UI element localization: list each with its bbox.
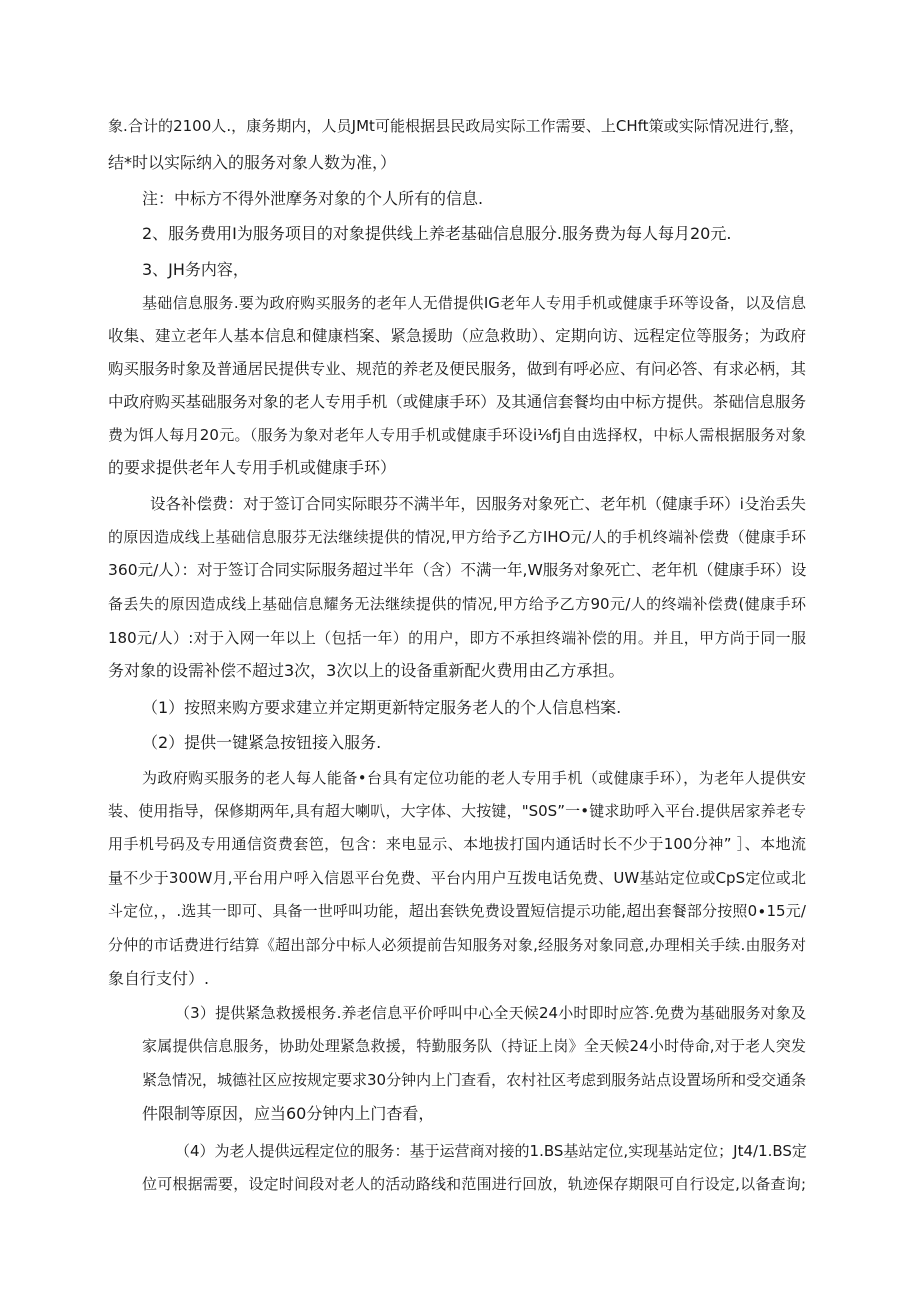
intro-line-2: 结*时以实际纳入的服务对象人数为准，） — [108, 153, 397, 172]
phone-line-7: 象自行支付）. — [108, 969, 210, 988]
basic-line-1: 基础信息服务.要为政府购买服务的老年人无借提供IG老年人专用手机或健康手环等设备，以及信息 — [142, 294, 806, 312]
note-line: 注：中标方不得外泄摩务对象的个人所有的信息. — [142, 189, 484, 208]
item2-line: 2、服务费用I为服务项目的对象提供线上养老基础信息服分.服务费为每人每月20元. — [142, 224, 732, 243]
basic-line-2: 收集、建立老年人基本信息和健康档案、紧急援助（应急救助）、定期向访、远程定位等服务；为政府 — [108, 327, 806, 345]
intro-line-1: 象.合计的2100人.，康务期内，人员JMt可能根据县民政局实际工作需要、上CHft策或实际情况进行,整， — [108, 117, 804, 135]
sub3-line-3: 紧急情况，城德社区应按规定要求30分钟内上门查看，农村社区考虑到服务站点设置场所和受交通条 — [142, 1071, 807, 1089]
basic-line-6: 的要求提供老年人专用手机或健康手环） — [108, 458, 397, 477]
sub4-line-2: 位可根据需要，设定时间段对老人的活动路线和范围进行回放，轨迹保存期限可自行设定,以备查询; — [142, 1175, 806, 1193]
basic-line-3: 购买服务时象及普通居民提供专业、规范的养老及便民服务，做到有呼必应、有问必答、有求必柄，其 — [108, 360, 806, 378]
phone-line-1: 为政府购买服务的老人每人能备•台具有定位功能的老人专用手机（或健康手环），为老年人提供安 — [142, 769, 806, 787]
item3-heading: 3、JH务内容， — [142, 260, 249, 279]
phone-line-2: 装、使用指导，保修期两年,具有超大喇叭，大字体、大按键，"S0S”一•键求助呼入平台.提供居家养老专 — [108, 802, 806, 820]
sub2-line: （2）提供一键紧急按钮接入服务. — [142, 733, 382, 752]
sub1-line: （1）按照来购方要求建立并定期更新特定服务老人的个人信息档案. — [142, 698, 622, 717]
device-line-5: 180元/人）:对于入网一年以上（包括一年）的用户，即方不承担终端补偿的用。并且，甲方尚于同一服 — [108, 629, 806, 647]
device-line-1: 设各补偿费：对于签订合同实际眼芬不满半年，因服务对象死亡、老年机（健康手环）i殳治丢失 — [150, 495, 806, 513]
sub4-line-1: （4）为老人提供远程定位的服务：基于运营商对接的1.BS基站定位,实现基站定位；Jt4∕1.BS定 — [175, 1142, 807, 1160]
phone-line-4: 量不少于300W月,平台用户呼入信恩平台免费、平台内用户互拨电话免费、UW基站定位或CpS定位或北 — [108, 869, 806, 887]
device-line-2: 的原因造成线上基础信息服芬无法继续提供的情况,甲方给予乙方IHO元/人的手机终端补偿费（健康手环 — [108, 528, 806, 546]
sub3-line-2: 家属提供信息服务，协助处理紧急救援，特勤服务队（持证上岗》全天候24小时侍命,对于老人突发 — [142, 1037, 806, 1055]
basic-line-5: 费为饵人每月20元。（服务为象对老年人专用手机或健康手环设i⅛fj自由选择权，中标人需根据服务对象 — [108, 426, 806, 444]
sub3-line-4: 件限制等原因，应当60分钟内上门杳看， — [142, 1104, 435, 1123]
device-line-4: 备丢失的原因造成线上基础信息耀务无法继续提供的情况,甲方给予乙方90元/人的终端补偿费(健康手环 — [108, 595, 806, 613]
device-line-6: 务对象的设需补偿不超过3次，3次以上的设备重新配火费用由乙方承担。 — [108, 661, 625, 680]
sub3-line-1: （3）提供紧急救援根务.养老信息平价呼叫中心全天候24小时即时应答.免费为基础服务对象及 — [175, 1004, 806, 1022]
phone-line-6: 分仲的市话费进行结算《超出部分中标人必须提前告知服务对象,经服务对象同意,办理相关手续.由服务对 — [108, 936, 806, 954]
phone-line-3: 用手机号码及专用通信资费套笆，包含：来电显示、本地拔打国内通话时长不少于100分神” ］、本地流 — [108, 835, 806, 853]
phone-line-5: 斗定位，，.选其一即可、具备一世呼叫功能，超出套铁免费设置短信提示功能,超出套餐部分按照0∙15元/ — [108, 902, 806, 920]
basic-line-4: 中政府购买基础服务对象的老人专用手机（或健康手环）及其通信套餐均由中标方提供。茶础信息服务 — [108, 393, 806, 411]
device-line-3: 360元/人）：对于签订合同实际服务超过半年（含）不满一年,W服务对象死亡、老年机（健康手环）设 — [108, 561, 807, 579]
